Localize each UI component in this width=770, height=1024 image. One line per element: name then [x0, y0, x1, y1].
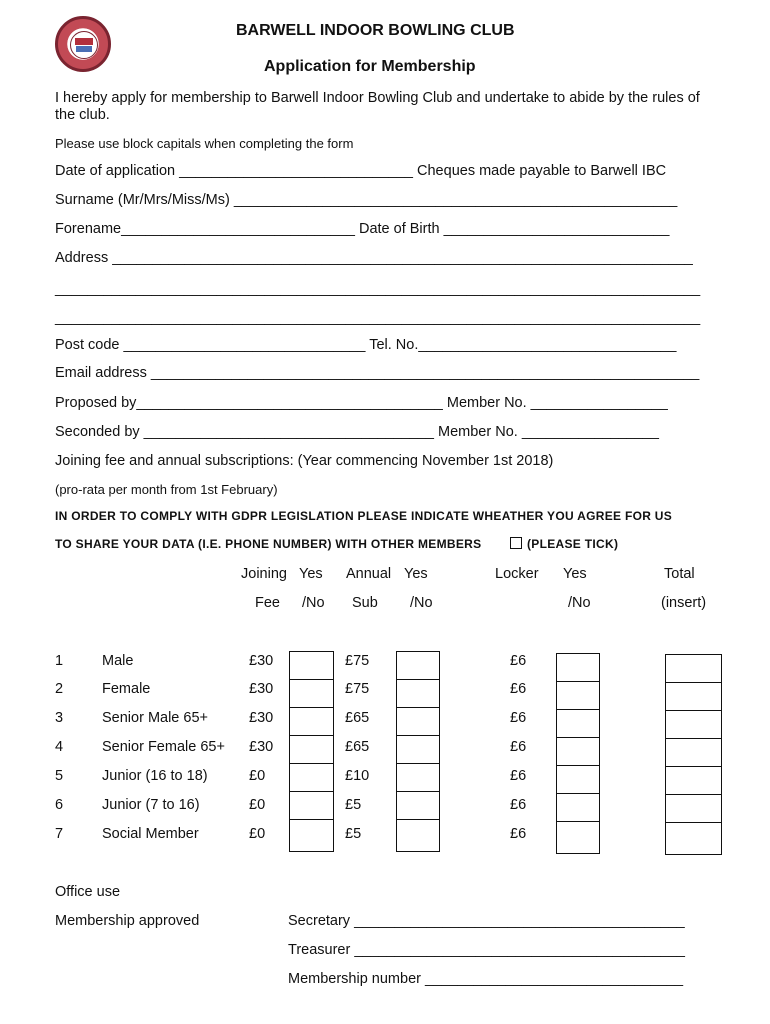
seconded-by-field[interactable]: Seconded by ____________________________________ Member No. _________________ [55, 424, 659, 440]
row-7-number: 7 [55, 826, 64, 842]
row-5-locker: £6 [510, 768, 527, 784]
row-1-locker: £6 [510, 653, 527, 669]
total-insert-box[interactable] [665, 822, 722, 855]
row-2-type: Female [102, 681, 151, 697]
gdpr-consent-checkbox[interactable] [510, 537, 522, 549]
membership-approved-label: Membership approved [55, 913, 200, 929]
row-5-type: Junior (16 to 18) [102, 768, 208, 784]
locker-yes-no-box[interactable] [556, 793, 600, 822]
date-of-application-field[interactable]: Date of application _____________________________ Cheques made payable to Barwell IBC [55, 163, 667, 179]
secretary-field[interactable]: Secretary _________________________________________ [288, 913, 685, 929]
surname-field[interactable]: Surname (Mr/Mrs/Miss/Ms) _______________________________________________________ [55, 192, 678, 208]
annual-yes-no-box[interactable] [396, 763, 440, 792]
row-6-type: Junior (7 to 16) [102, 797, 200, 813]
total-insert-box[interactable] [665, 654, 722, 683]
header-joining: Joining [241, 566, 287, 582]
row-2-number: 2 [55, 681, 64, 697]
annual-yes-no-box[interactable] [396, 735, 440, 764]
row-6-locker: £6 [510, 797, 527, 813]
row-2-annual-sub: £75 [345, 681, 370, 697]
joining-yes-no-box[interactable] [289, 651, 334, 680]
header-no-locker: /No [568, 595, 591, 611]
prorata-note: (pro-rata per month from 1st February) [55, 482, 278, 497]
locker-yes-no-box[interactable] [556, 821, 600, 854]
header-no-annual: /No [410, 595, 433, 611]
email-field[interactable]: Email address ____________________________________________________________________ [55, 365, 700, 381]
proposed-by-field[interactable]: Proposed by______________________________________ Member No. _________________ [55, 395, 668, 411]
treasurer-field[interactable]: Treasurer _________________________________________ [288, 942, 685, 958]
gdpr-tick-label: (PLEASE TICK) [527, 537, 619, 551]
locker-yes-no-box[interactable] [556, 765, 600, 794]
locker-yes-no-box[interactable] [556, 653, 600, 682]
row-4-number: 4 [55, 739, 64, 755]
locker-yes-no-box[interactable] [556, 709, 600, 738]
header-no-joining: /No [302, 595, 325, 611]
row-2-locker: £6 [510, 681, 527, 697]
row-1-number: 1 [55, 653, 64, 669]
annual-yes-no-box[interactable] [396, 791, 440, 820]
row-4-type: Senior Female 65+ [102, 739, 225, 755]
header-yes-annual: Yes [404, 566, 428, 582]
header-annual: Annual [346, 566, 392, 582]
total-insert-box[interactable] [665, 794, 722, 823]
header-fee: Fee [255, 595, 280, 611]
joining-yes-no-box[interactable] [289, 679, 334, 708]
club-logo [55, 16, 111, 72]
postcode-field[interactable]: Post code ______________________________ Tel. No.________________________________ [55, 337, 677, 353]
locker-yes-no-box[interactable] [556, 681, 600, 710]
membership-number-field[interactable]: Membership number ________________________________ [288, 971, 684, 987]
forename-field[interactable]: Forename_____________________________ Date of Birth ____________________________ [55, 221, 670, 237]
locker-yes-no-box[interactable] [556, 737, 600, 766]
address-line-3[interactable]: ________________________________________________________________________________ [55, 310, 701, 326]
row-5-joining-fee: £0 [249, 768, 266, 784]
row-6-number: 6 [55, 797, 64, 813]
total-insert-box[interactable] [665, 682, 722, 711]
fees-heading: Joining fee and annual subscriptions: (Year commencing November 1st 2018) [55, 453, 554, 469]
total-insert-box[interactable] [665, 710, 722, 739]
joining-yes-no-box[interactable] [289, 819, 334, 852]
row-7-type: Social Member [102, 826, 199, 842]
row-1-type: Male [102, 653, 134, 669]
row-7-locker: £6 [510, 826, 527, 842]
row-4-joining-fee: £30 [249, 739, 274, 755]
address-line-2[interactable]: ________________________________________________________________________________ [55, 281, 701, 297]
total-insert-box[interactable] [665, 738, 722, 767]
row-3-locker: £6 [510, 710, 527, 726]
bowling-green-emblem-icon [70, 31, 98, 59]
office-use-heading: Office use [55, 884, 121, 900]
row-6-joining-fee: £0 [249, 797, 266, 813]
total-insert-box[interactable] [665, 766, 722, 795]
row-3-joining-fee: £30 [249, 710, 274, 726]
row-1-annual-sub: £75 [345, 653, 370, 669]
intro-text: I hereby apply for membership to Barwell Indoor Bowling Club and undertake to abide by the rules of the club. [55, 90, 700, 123]
form-subtitle: Application for Membership [264, 58, 476, 75]
annual-yes-no-box[interactable] [396, 679, 440, 708]
header-sub: Sub [352, 595, 378, 611]
row-3-number: 3 [55, 710, 64, 726]
header-yes-locker: Yes [563, 566, 587, 582]
annual-yes-no-box[interactable] [396, 707, 440, 736]
header-yes-joining: Yes [299, 566, 323, 582]
annual-yes-no-box[interactable] [396, 819, 440, 852]
row-3-type: Senior Male 65+ [102, 710, 208, 726]
joining-yes-no-box[interactable] [289, 707, 334, 736]
row-1-joining-fee: £30 [249, 653, 274, 669]
instruction-text: Please use block capitals when completing the form [55, 136, 354, 151]
club-title: BARWELL INDOOR BOWLING CLUB [236, 22, 515, 39]
row-7-joining-fee: £0 [249, 826, 266, 842]
gdpr-notice-line1: IN ORDER TO COMPLY WITH GDPR LEGISLATION PLEASE INDICATE WHEATHER YOU AGREE FOR US [55, 509, 673, 523]
header-locker: Locker [495, 566, 539, 582]
row-7-annual-sub: £5 [345, 826, 362, 842]
row-4-locker: £6 [510, 739, 527, 755]
joining-yes-no-box[interactable] [289, 763, 334, 792]
gdpr-notice-line2: TO SHARE YOUR DATA (I.E. PHONE NUMBER) WITH OTHER MEMBERS [55, 537, 482, 551]
row-6-annual-sub: £5 [345, 797, 362, 813]
header-insert: (insert) [661, 595, 707, 611]
annual-yes-no-box[interactable] [396, 651, 440, 680]
row-4-annual-sub: £65 [345, 739, 370, 755]
header-total: Total [664, 566, 695, 582]
row-5-number: 5 [55, 768, 64, 784]
address-field[interactable]: Address ________________________________________________________________________ [55, 250, 693, 266]
joining-yes-no-box[interactable] [289, 735, 334, 764]
row-5-annual-sub: £10 [345, 768, 370, 784]
row-2-joining-fee: £30 [249, 681, 274, 697]
row-3-annual-sub: £65 [345, 710, 370, 726]
joining-yes-no-box[interactable] [289, 791, 334, 820]
